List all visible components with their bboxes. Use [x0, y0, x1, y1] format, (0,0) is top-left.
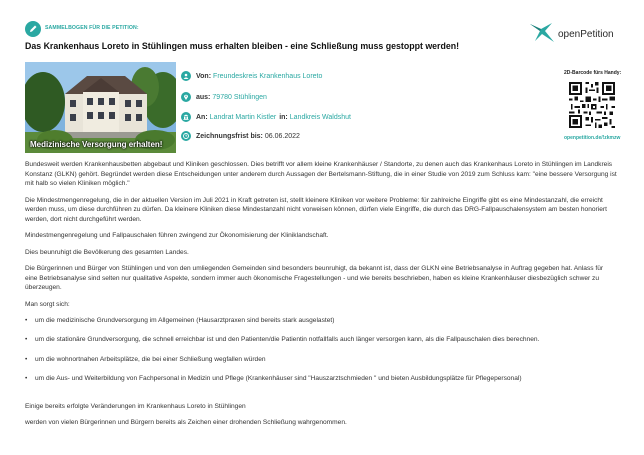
info-from-key: Von:	[196, 72, 212, 80]
photo-caption: Medizinische Versorgung erhalten!	[30, 140, 163, 149]
paragraph-5: Die Bürgerinnen und Bürger von Stühlingen und von den umliegenden Gemeinden sind besonders beunruhigt, da bekannt ist, dass der GLKN eine Betriebsanalyse in Auftrag gegeben hat. Anlass für eine Betriebsanalyse sind selten nur qualitative Aspekte, sondern immer auch ökonomische Fragestellungen - und wie bereits beschrieben, haben es kleine Krankenhäuser diesbezüglich schwer zu überzeugen.	[25, 264, 604, 292]
list-item: • um die Aus- und Weiterbildung von Fachpersonal in Medizin und Pflege (Krankenhäuser sind "Hauszarztschmieden " und bieten Ausbildungsplätze für Pflegepersonal)	[25, 374, 617, 384]
location-icon	[181, 92, 191, 102]
info-deadline	[181, 130, 300, 142]
info-recipient-in-key: in:	[279, 113, 288, 121]
petition-body	[25, 160, 617, 435]
list-item: • um die stationäre Grundversorgung, die schnell erreichbar ist und den Patienten/die Patientin notfallfalls auch länger versorgen kann, als die Fallpauschalen dies berechnen.	[25, 335, 617, 345]
info-deadline-value: 06.06.2022	[264, 132, 300, 140]
paragraph-2: Die Mindestmengenregelung, die in der aktuellen Version im Juli 2021 in Kraft getreten ist, stellt kleinere Kliniken vor weitere Probleme: für zahlreiche Eingriffe gibt es eine Mindestanzahl, die erreicht werden muss, um diese durchführen zu dürfen. Da kleinere Kliniken diese Mindestanzahl nicht vorweisen können, dürfen viele Eingriffe, die durch das DRG-Fallpauschalensystem am besten honoriert werden, dort nicht durchgeführt werden.	[25, 196, 607, 223]
petition-title: Das Krankenhaus Loreto in Stühlingen muss erhalten bleiben - eine Schließung muss gestoppt werden!	[25, 41, 460, 51]
sammelbogen-label: SAMMELBOGEN FÜR DIE PETITION:	[45, 25, 139, 31]
paragraph-4: Dies beunruhigt die Bevölkerung des gesamten Landes.	[25, 248, 189, 256]
clock-icon	[181, 131, 191, 141]
info-from	[181, 70, 322, 82]
qr-label: 2D-Barcode fürs Handy:	[564, 70, 622, 76]
info-recipient-value: Landrat Martin Kistler	[209, 113, 277, 121]
info-from-value: Freundeskreis Krankenhaus Loreto	[213, 72, 323, 80]
qr-code[interactable]	[569, 82, 615, 128]
info-origin-key: aus:	[196, 93, 211, 101]
bird-logo-icon	[529, 22, 555, 49]
info-origin-value: 79780 Stühlingen	[212, 93, 267, 101]
list-item: • um die wohnortnahen Arbeitsplätze, die bei einer Schließung wegfallen würden	[25, 355, 617, 365]
info-origin	[181, 91, 267, 103]
concerns-list	[25, 316, 617, 384]
info-recipient	[181, 111, 351, 123]
qr-url[interactable]: openpetition.de/!zkmzw	[564, 135, 621, 141]
info-deadline-key: Zeichnungsfrist bis:	[196, 132, 263, 140]
pen-icon	[25, 21, 41, 37]
paragraph-1: Bundesweit werden Krankenhausbetten abgebaut und Kliniken geschlossen. Dies betrifft vor allem kleine Krankenhäuser / Standorte, zu denen auch das Krankenhaus Loreto in Stühlingen im Landkreis Konstanz (GLKN) gehört. Begründet werden diese Entscheidungen unter anderem durch Aussagen der Bertelsmann-Stiftung, die in einer Studie von 2019 zum Schluss kam: "eine bessere Versorgung ist mit halb so vielen Kliniken möglich."	[25, 161, 617, 188]
info-recipient-key: An:	[196, 113, 208, 121]
paragraph-3: Mindestmengenregelung und Fallpauschalen führen zwingend zur Ökonomisierung der Kliniklandschaft.	[25, 232, 329, 240]
info-recipient-in-value: Landkreis Waldshut	[289, 113, 351, 121]
person-icon	[181, 71, 191, 81]
paragraph-7: Einige bereits erfolgte Veränderungen im Krankenhaus Loreto in Stühlingen	[25, 402, 246, 410]
list-item: • um die medizinische Grundversorgung im Allgemeinen (Hausarztpraxen sind bereits stark ausgelastet)	[25, 316, 617, 326]
paragraph-6: Man sorgt sich:	[25, 300, 70, 308]
openpetition-logo-text: openPetition	[558, 29, 614, 40]
paragraph-8: werden von vielen Bürgerinnen und Bürgern bereits als Zeichen einer drohenden Schließung wahrgenommen.	[25, 419, 347, 427]
building-icon	[181, 112, 191, 122]
